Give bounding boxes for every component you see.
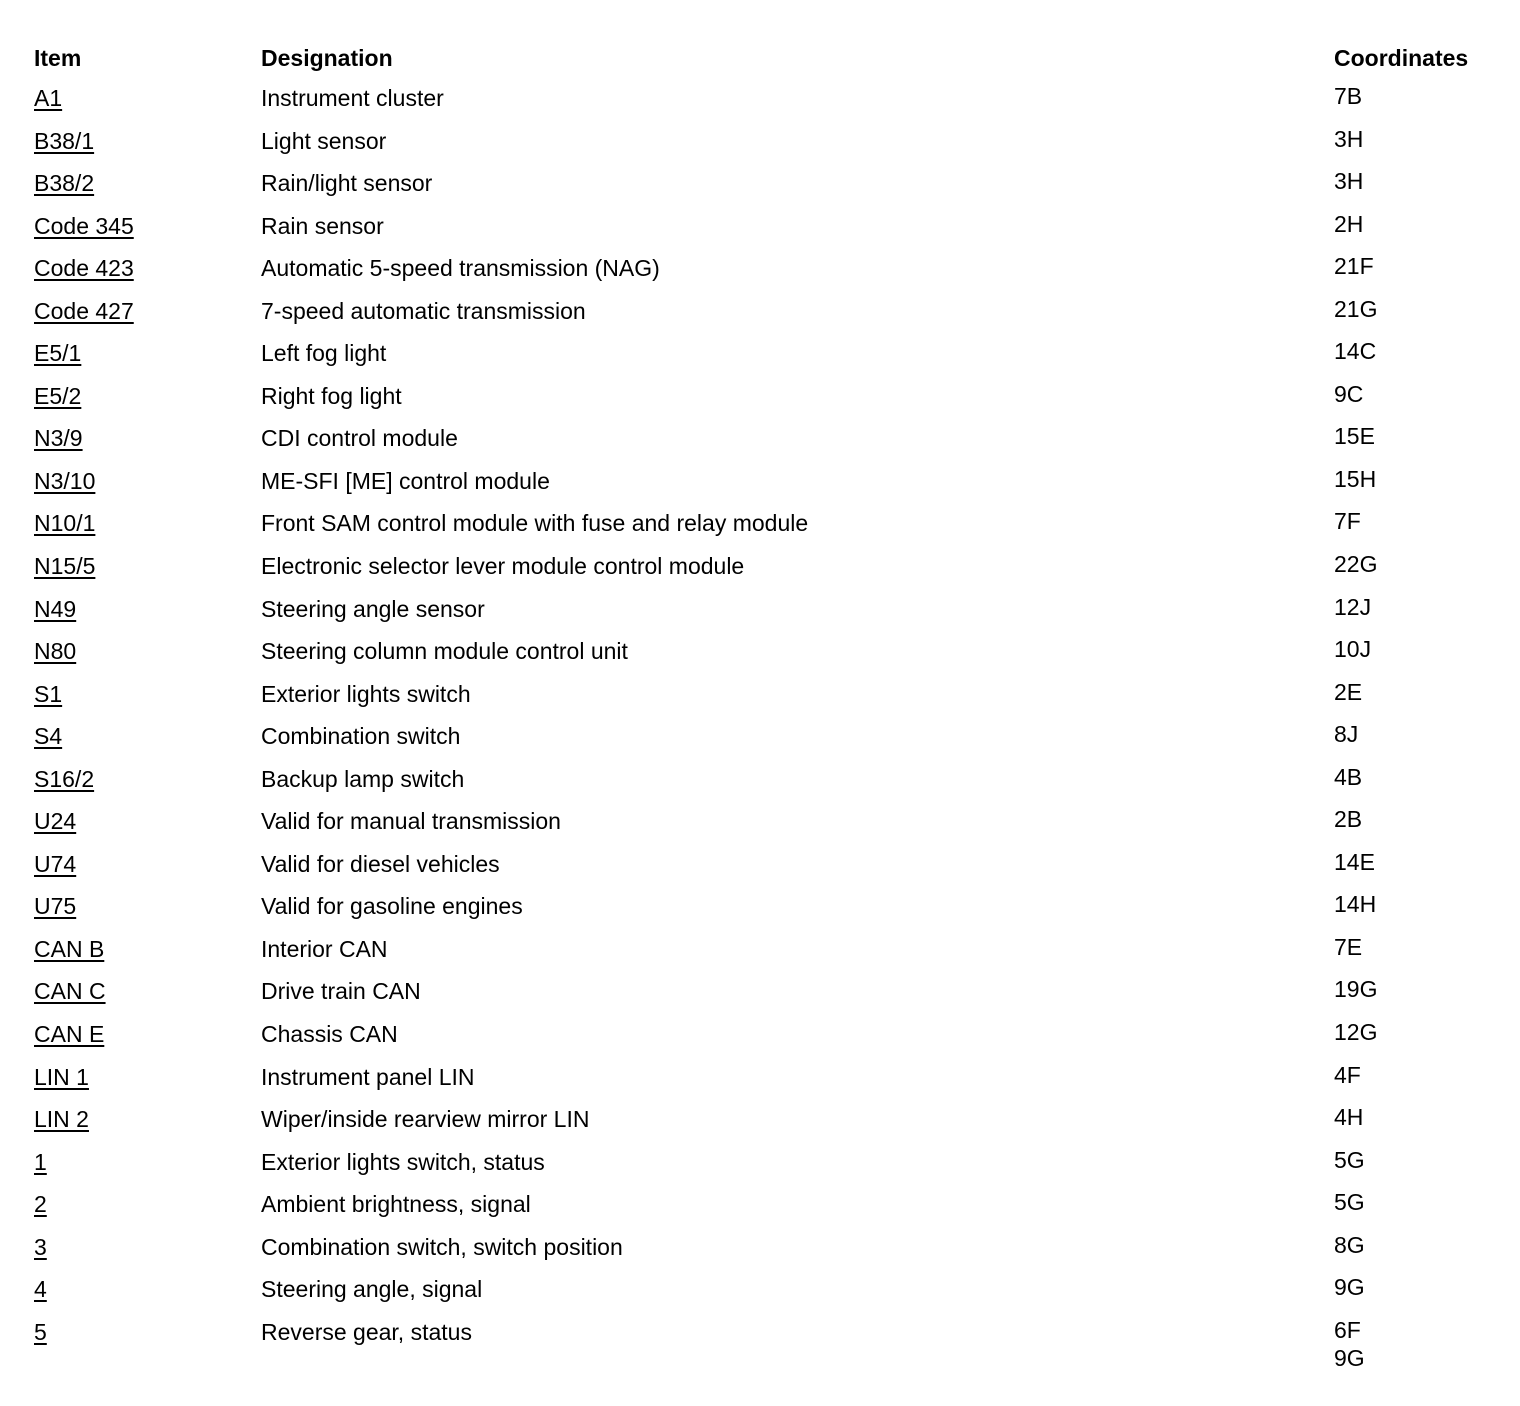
coordinates-cell — [1334, 593, 1371, 621]
designation-text: Steering column module control unit — [261, 638, 628, 665]
designation-text: Rain/light sensor — [261, 170, 433, 197]
item-link[interactable]: 3 — [34, 1233, 47, 1260]
coordinate-value: 2E — [1334, 678, 1363, 705]
item-link[interactable]: CAN C — [34, 978, 106, 1005]
table-row — [34, 848, 1494, 891]
designation-text: 7-speed automatic transmission — [261, 297, 586, 324]
coordinates-cell — [1334, 975, 1377, 1003]
item-link[interactable]: 5 — [34, 1318, 47, 1345]
designation-text: Combination switch, switch position — [261, 1233, 623, 1260]
coordinates-cell — [1334, 465, 1376, 493]
coordinate-value: 22G — [1334, 551, 1378, 578]
designation-text: Automatic 5-speed transmission (NAG) — [261, 255, 660, 282]
table-row — [34, 380, 1494, 423]
coordinates-cell — [1334, 82, 1362, 110]
table-row — [34, 593, 1494, 636]
coordinates-cell — [1334, 890, 1376, 918]
designation-text: Light sensor — [261, 127, 387, 154]
table-row — [34, 1146, 1494, 1189]
designation-text: Ambient brightness, signal — [261, 1191, 531, 1218]
coordinate-value: 9G — [1334, 1274, 1365, 1301]
coordinate-value: 14E — [1334, 848, 1375, 875]
coordinate-value: 4F — [1334, 1061, 1361, 1088]
coordinate-value: 21F — [1334, 253, 1374, 280]
table-row — [34, 125, 1494, 168]
coordinates-cell — [1334, 167, 1363, 195]
item-link[interactable]: N3/9 — [34, 425, 83, 452]
coordinate-value: 2B — [1334, 806, 1363, 833]
item-link[interactable]: U74 — [34, 850, 77, 877]
header-coordinates: Coordinates — [1334, 45, 1469, 71]
designation-text: Instrument cluster — [261, 85, 444, 111]
item-link[interactable]: 1 — [34, 1148, 47, 1175]
coordinate-value: 6F — [1334, 1316, 1361, 1343]
item-link[interactable]: S4 — [34, 723, 63, 750]
designation-text: Valid for manual transmission — [261, 808, 561, 835]
table-row — [34, 805, 1494, 848]
table-row — [34, 1018, 1494, 1061]
table-body — [34, 82, 1494, 1371]
table-row — [34, 1273, 1494, 1316]
coordinates-cell — [1334, 933, 1362, 961]
designation-text: Exterior lights switch, status — [261, 1148, 545, 1175]
designation-text: Interior CAN — [261, 935, 388, 962]
coordinates-cell — [1334, 295, 1377, 323]
table-row — [34, 337, 1494, 380]
coordinates-cell — [1334, 125, 1363, 153]
table-row — [34, 210, 1494, 253]
table-row — [34, 975, 1494, 1018]
table-row — [34, 678, 1494, 721]
table-row — [34, 422, 1494, 465]
designation-text: Valid for gasoline engines — [261, 893, 523, 920]
coordinates-cell — [1334, 252, 1374, 280]
coordinates-cell — [1334, 1146, 1365, 1174]
coordinate-value: 8G — [1334, 1231, 1365, 1258]
coordinates-cell — [1334, 763, 1362, 791]
coordinates-cell — [1334, 210, 1363, 238]
designation-text: Chassis CAN — [261, 1021, 398, 1048]
item-link[interactable]: B38/1 — [34, 127, 95, 154]
item-link[interactable]: LIN 1 — [34, 1063, 89, 1090]
coordinate-value: 8J — [1334, 721, 1359, 748]
designation-text: Combination switch — [261, 723, 461, 750]
designation-text: Wiper/inside rearview mirror LIN — [261, 1106, 590, 1133]
coordinate-value: 4B — [1334, 763, 1363, 790]
coordinate-value: 7F — [1334, 508, 1361, 535]
table-row — [34, 1316, 1494, 1371]
coordinate-value: 14H — [1334, 891, 1377, 918]
table-row — [34, 252, 1494, 295]
table-row — [34, 550, 1494, 593]
designation-text: Front SAM control module with fuse and relay module — [261, 510, 809, 537]
legend-table — [34, 42, 1494, 1371]
item-link[interactable]: N49 — [34, 595, 77, 622]
coordinate-value: 4H — [1334, 1104, 1364, 1131]
table-row — [34, 1231, 1494, 1274]
table-row — [34, 465, 1494, 508]
coordinates-cell — [1334, 678, 1362, 706]
item-link[interactable]: A1 — [34, 85, 63, 111]
table-row — [34, 1103, 1494, 1146]
coordinate-value: 3H — [1334, 168, 1364, 195]
coordinates-cell — [1334, 1231, 1365, 1259]
coordinate-value: 15E — [1334, 423, 1375, 450]
table-row — [34, 720, 1494, 763]
designation-text: CDI control module — [261, 425, 458, 452]
table-row — [34, 507, 1494, 550]
item-link[interactable]: Code 427 — [34, 297, 134, 324]
designation-text: ME-SFI [ME] control module — [261, 467, 550, 494]
coordinates-cell — [1334, 337, 1376, 365]
designation-text: Backup lamp switch — [261, 765, 465, 792]
coordinates-cell — [1334, 422, 1375, 450]
coordinate-value: 12J — [1334, 593, 1372, 620]
designation-text: Valid for diesel vehicles — [261, 850, 500, 877]
item-link[interactable]: 2 — [34, 1191, 47, 1218]
coordinates-cell — [1334, 635, 1371, 663]
coordinates-cell — [1334, 1273, 1365, 1301]
designation-text: Left fog light — [261, 340, 387, 367]
item-link[interactable]: S16/2 — [34, 765, 95, 792]
designation-text: Exterior lights switch — [261, 680, 471, 707]
item-link[interactable]: N80 — [34, 638, 77, 665]
item-link[interactable]: S1 — [34, 680, 63, 707]
coordinate-value: 9G — [1334, 1344, 1365, 1371]
coordinate-value: 2H — [1334, 210, 1364, 237]
table-row — [34, 1188, 1494, 1231]
designation-text: Drive train CAN — [261, 978, 421, 1005]
table-row — [34, 890, 1494, 933]
designation-text: Instrument panel LIN — [261, 1063, 475, 1090]
designation-text: Reverse gear, status — [261, 1318, 472, 1345]
item-link[interactable]: N3/10 — [34, 467, 96, 494]
coordinates-cell — [1334, 1188, 1365, 1216]
coordinates-cell — [1334, 507, 1361, 535]
item-link[interactable]: LIN 2 — [34, 1106, 89, 1133]
designation-text: Steering angle, signal — [261, 1276, 483, 1303]
table-row — [34, 635, 1494, 678]
item-link[interactable]: Code 345 — [34, 212, 134, 239]
table-row — [34, 295, 1494, 338]
item-link[interactable]: N15/5 — [34, 553, 96, 580]
coordinate-value: 9C — [1334, 380, 1364, 407]
item-link[interactable]: U75 — [34, 893, 77, 920]
coordinates-cell — [1334, 720, 1358, 748]
coordinates-cell — [1334, 1018, 1377, 1046]
table-row — [34, 763, 1494, 806]
table-row — [34, 82, 1494, 125]
item-link[interactable]: CAN E — [34, 1021, 105, 1048]
item-link[interactable]: E5/2 — [34, 382, 82, 409]
coordinate-value: 15H — [1334, 465, 1377, 492]
designation-text: Right fog light — [261, 382, 402, 409]
coordinates-cell — [1334, 1103, 1363, 1131]
designation-text: Rain sensor — [261, 212, 384, 239]
coordinates-cell — [1334, 1316, 1365, 1372]
table-row — [34, 933, 1494, 976]
coordinates-cell — [1334, 1061, 1361, 1089]
coordinate-value: 19G — [1334, 976, 1378, 1003]
item-link[interactable]: E5/1 — [34, 340, 82, 367]
coordinate-value: 21G — [1334, 295, 1378, 322]
coordinates-cell — [1334, 550, 1377, 578]
designation-text: Steering angle sensor — [261, 595, 485, 622]
coordinate-value: 5G — [1334, 1189, 1365, 1216]
item-link[interactable]: 4 — [34, 1276, 47, 1303]
table-row — [34, 1061, 1494, 1104]
coordinate-value: 5G — [1334, 1146, 1365, 1173]
coordinates-cell — [1334, 848, 1375, 876]
header-designation: Designation — [261, 45, 393, 71]
coordinates-cell — [1334, 805, 1362, 833]
table-row — [34, 167, 1494, 210]
designation-text: Electronic selector lever module control module — [261, 553, 745, 580]
coordinate-value: 7E — [1334, 933, 1363, 960]
item-link[interactable]: N10/1 — [34, 510, 96, 537]
coordinate-value: 14C — [1334, 338, 1377, 365]
coordinate-value: 7B — [1334, 83, 1363, 109]
coordinate-value: 3H — [1334, 125, 1364, 152]
item-link[interactable]: CAN B — [34, 935, 105, 962]
header-row — [34, 42, 1494, 82]
item-link[interactable]: U24 — [34, 808, 77, 835]
item-link[interactable]: B38/2 — [34, 170, 95, 197]
item-link[interactable]: Code 423 — [34, 255, 134, 282]
header-item: Item — [34, 45, 82, 71]
coordinate-value: 10J — [1334, 636, 1372, 663]
coordinates-cell — [1334, 380, 1363, 408]
coordinate-value: 12G — [1334, 1019, 1378, 1046]
